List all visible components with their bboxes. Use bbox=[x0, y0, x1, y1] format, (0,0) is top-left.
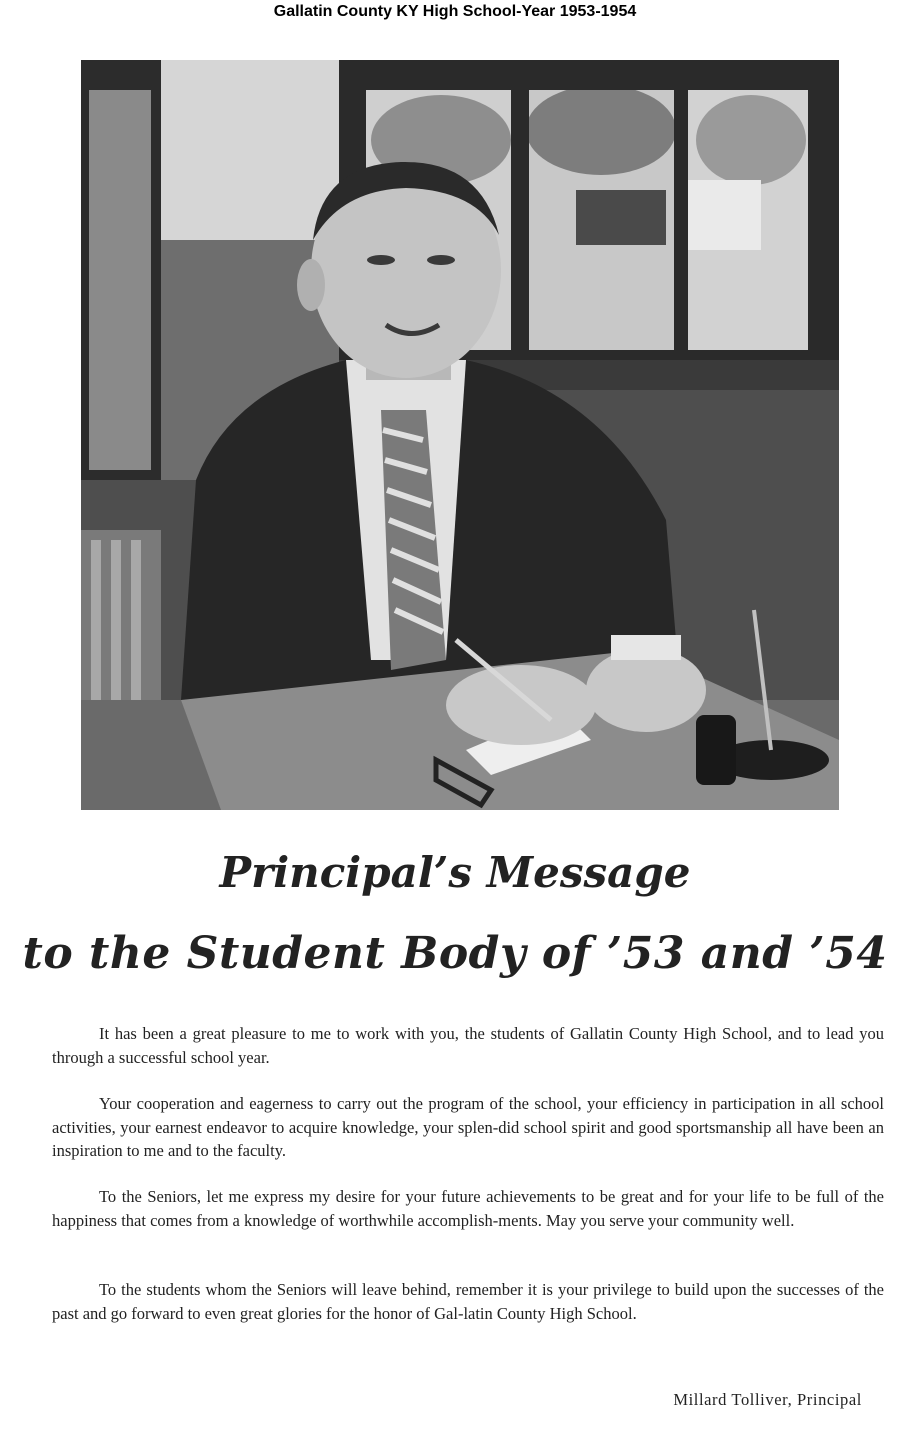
message-paragraph-2: Your cooperation and eagerness to carry out the program of the school, your efficiency in participation in all school activities, your earnest endeavor to acquire knowledge, your splen-did school spirit and good sportsmanship all have been an inspiration to me and to the faculty. bbox=[52, 1094, 884, 1160]
page-header-title: Gallatin County KY High School-Year 1953-1954 bbox=[273, 3, 637, 20]
message-heading-line-2: to the Student Body of ’53 and ’54 bbox=[22, 928, 888, 979]
message-heading-line-1: Principal’s Message bbox=[219, 848, 691, 897]
message-paragraph-3: To the Seniors, let me express my desire for your future achievements to be great and for your life to be full of the happiness that comes from a knowledge of worthwhile accomplish-ments. May you serve your community well. bbox=[52, 1187, 884, 1230]
principal-signature: Millard Tolliver, Principal bbox=[673, 1390, 862, 1409]
message-paragraph-4: To the students whom the Seniors will leave behind, remember it is your privilege to build upon the successes of the past and go forward to even great glories for the honor of Gal-latin County High School. bbox=[52, 1280, 884, 1323]
principal-photo bbox=[81, 60, 839, 810]
message-paragraph-1: It has been a great pleasure to me to work with you, the students of Gallatin County High School, and to lead you through a successful school year. bbox=[52, 1024, 884, 1067]
